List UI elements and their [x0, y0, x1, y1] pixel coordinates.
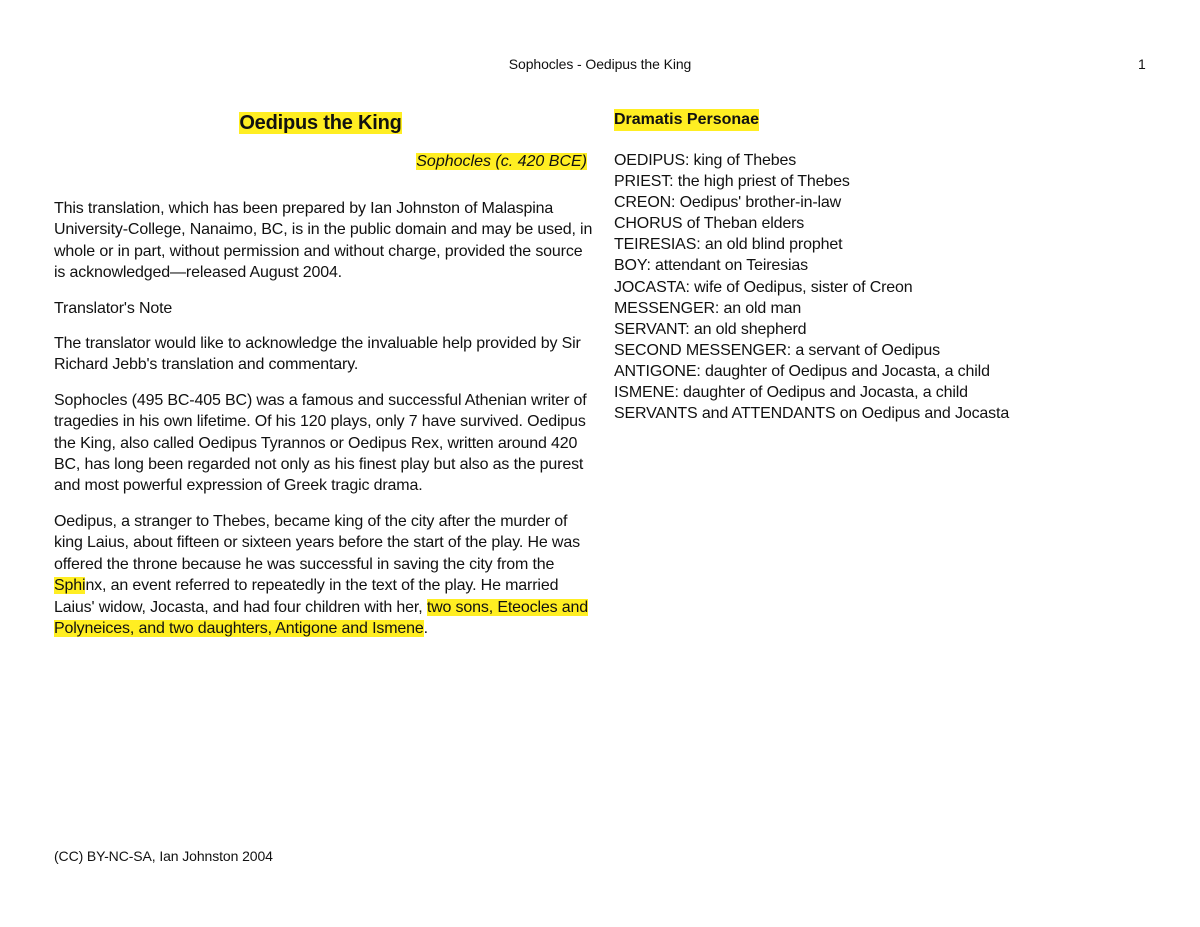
cast-item: BOY: attendant on Teiresias [614, 257, 809, 275]
cast-item: SECOND MESSENGER: a servant of Oedipus [614, 341, 940, 359]
author-block [54, 151, 587, 173]
cast-item: MESSENGER: an old man [614, 299, 802, 317]
sophocles-paragraph: Sophocles (495 BC-405 BC) was a famous and successful Athenian writer of tragedies in his own lifetime. Of his 120 plays, only 7 have survived. Oedipus the King, also called Oedipus Tyrannos or Oedipus Rex, written around 420 BC, has long been regarded not only as his finest play but also as the purest and most powerful expression of Greek tragic drama. [54, 391, 587, 495]
cast-item: OEDIPUS: king of Thebes [614, 152, 797, 169]
title-block [54, 110, 587, 136]
running-header: Sophocles - Oedipus the King [508, 56, 692, 72]
cast-item: ANTIGONE: daughter of Oedipus and Jocasta, a child [614, 362, 990, 380]
acknowledgement-paragraph: The translator would like to acknowledge the invaluable help provided by Sir Richard Jebb's translation and commentary. [54, 335, 581, 374]
cast-list [614, 150, 1174, 424]
cast-item: CREON: Oedipus' brother-in-law [614, 194, 842, 212]
oedipus-paragraph-text-3: . [423, 619, 428, 637]
cast-item: CHORUS of Theban elders [614, 215, 805, 233]
oedipus-paragraph [54, 511, 594, 639]
license-footer: (CC) BY-NC-SA, Ian Johnston 2004 [54, 848, 273, 864]
oedipus-paragraph-text-2: nx, an event referred to repeatedly in the text of the play. He married Laius' widow, Jocasta, and had four children with her, [54, 577, 559, 616]
cast-item: JOCASTA: wife of Oedipus, sister of Creon [614, 278, 913, 296]
dramatis-personae-heading: Dramatis Personae [614, 109, 759, 131]
page-number: 1 [1138, 56, 1146, 72]
cast-item: SERVANTS and ATTENDANTS on Oedipus and Jocasta [614, 405, 1010, 423]
cast-item: ISMENE: daughter of Oedipus and Jocasta, a child [614, 384, 968, 402]
license-paragraph: This translation, which has been prepared by Ian Johnston of Malaspina University-College, Nanaimo, BC, is in the public domain and may be used, in whole or in part, without permission and without charge, provided the source is acknowledged—released August 2004. [54, 200, 593, 282]
oedipus-paragraph-text-1: Oedipus, a stranger to Thebes, became king of the city after the murder of king Laius, about fifteen or sixteen years before the start of the play. He was offered the throne because he was successful in saving the city from the [54, 512, 580, 573]
cast-item: TEIRESIAS: an old blind prophet [614, 236, 843, 254]
play-title: Oedipus the King [239, 112, 402, 134]
cast-item: PRIEST: the high priest of Thebes [614, 173, 850, 191]
right-column [614, 108, 1174, 424]
children-highlight: two sons, Eteocles and Polyneices, and two daughters, Antigone and Ismene [54, 598, 589, 637]
translators-note-heading: Translator's Note [54, 299, 173, 317]
sphinx-highlight: Sphi [54, 577, 86, 595]
author-line: Sophocles (c. 420 BCE) [416, 153, 587, 170]
cast-item: SERVANT: an old shepherd [614, 320, 807, 338]
left-column [54, 108, 594, 653]
